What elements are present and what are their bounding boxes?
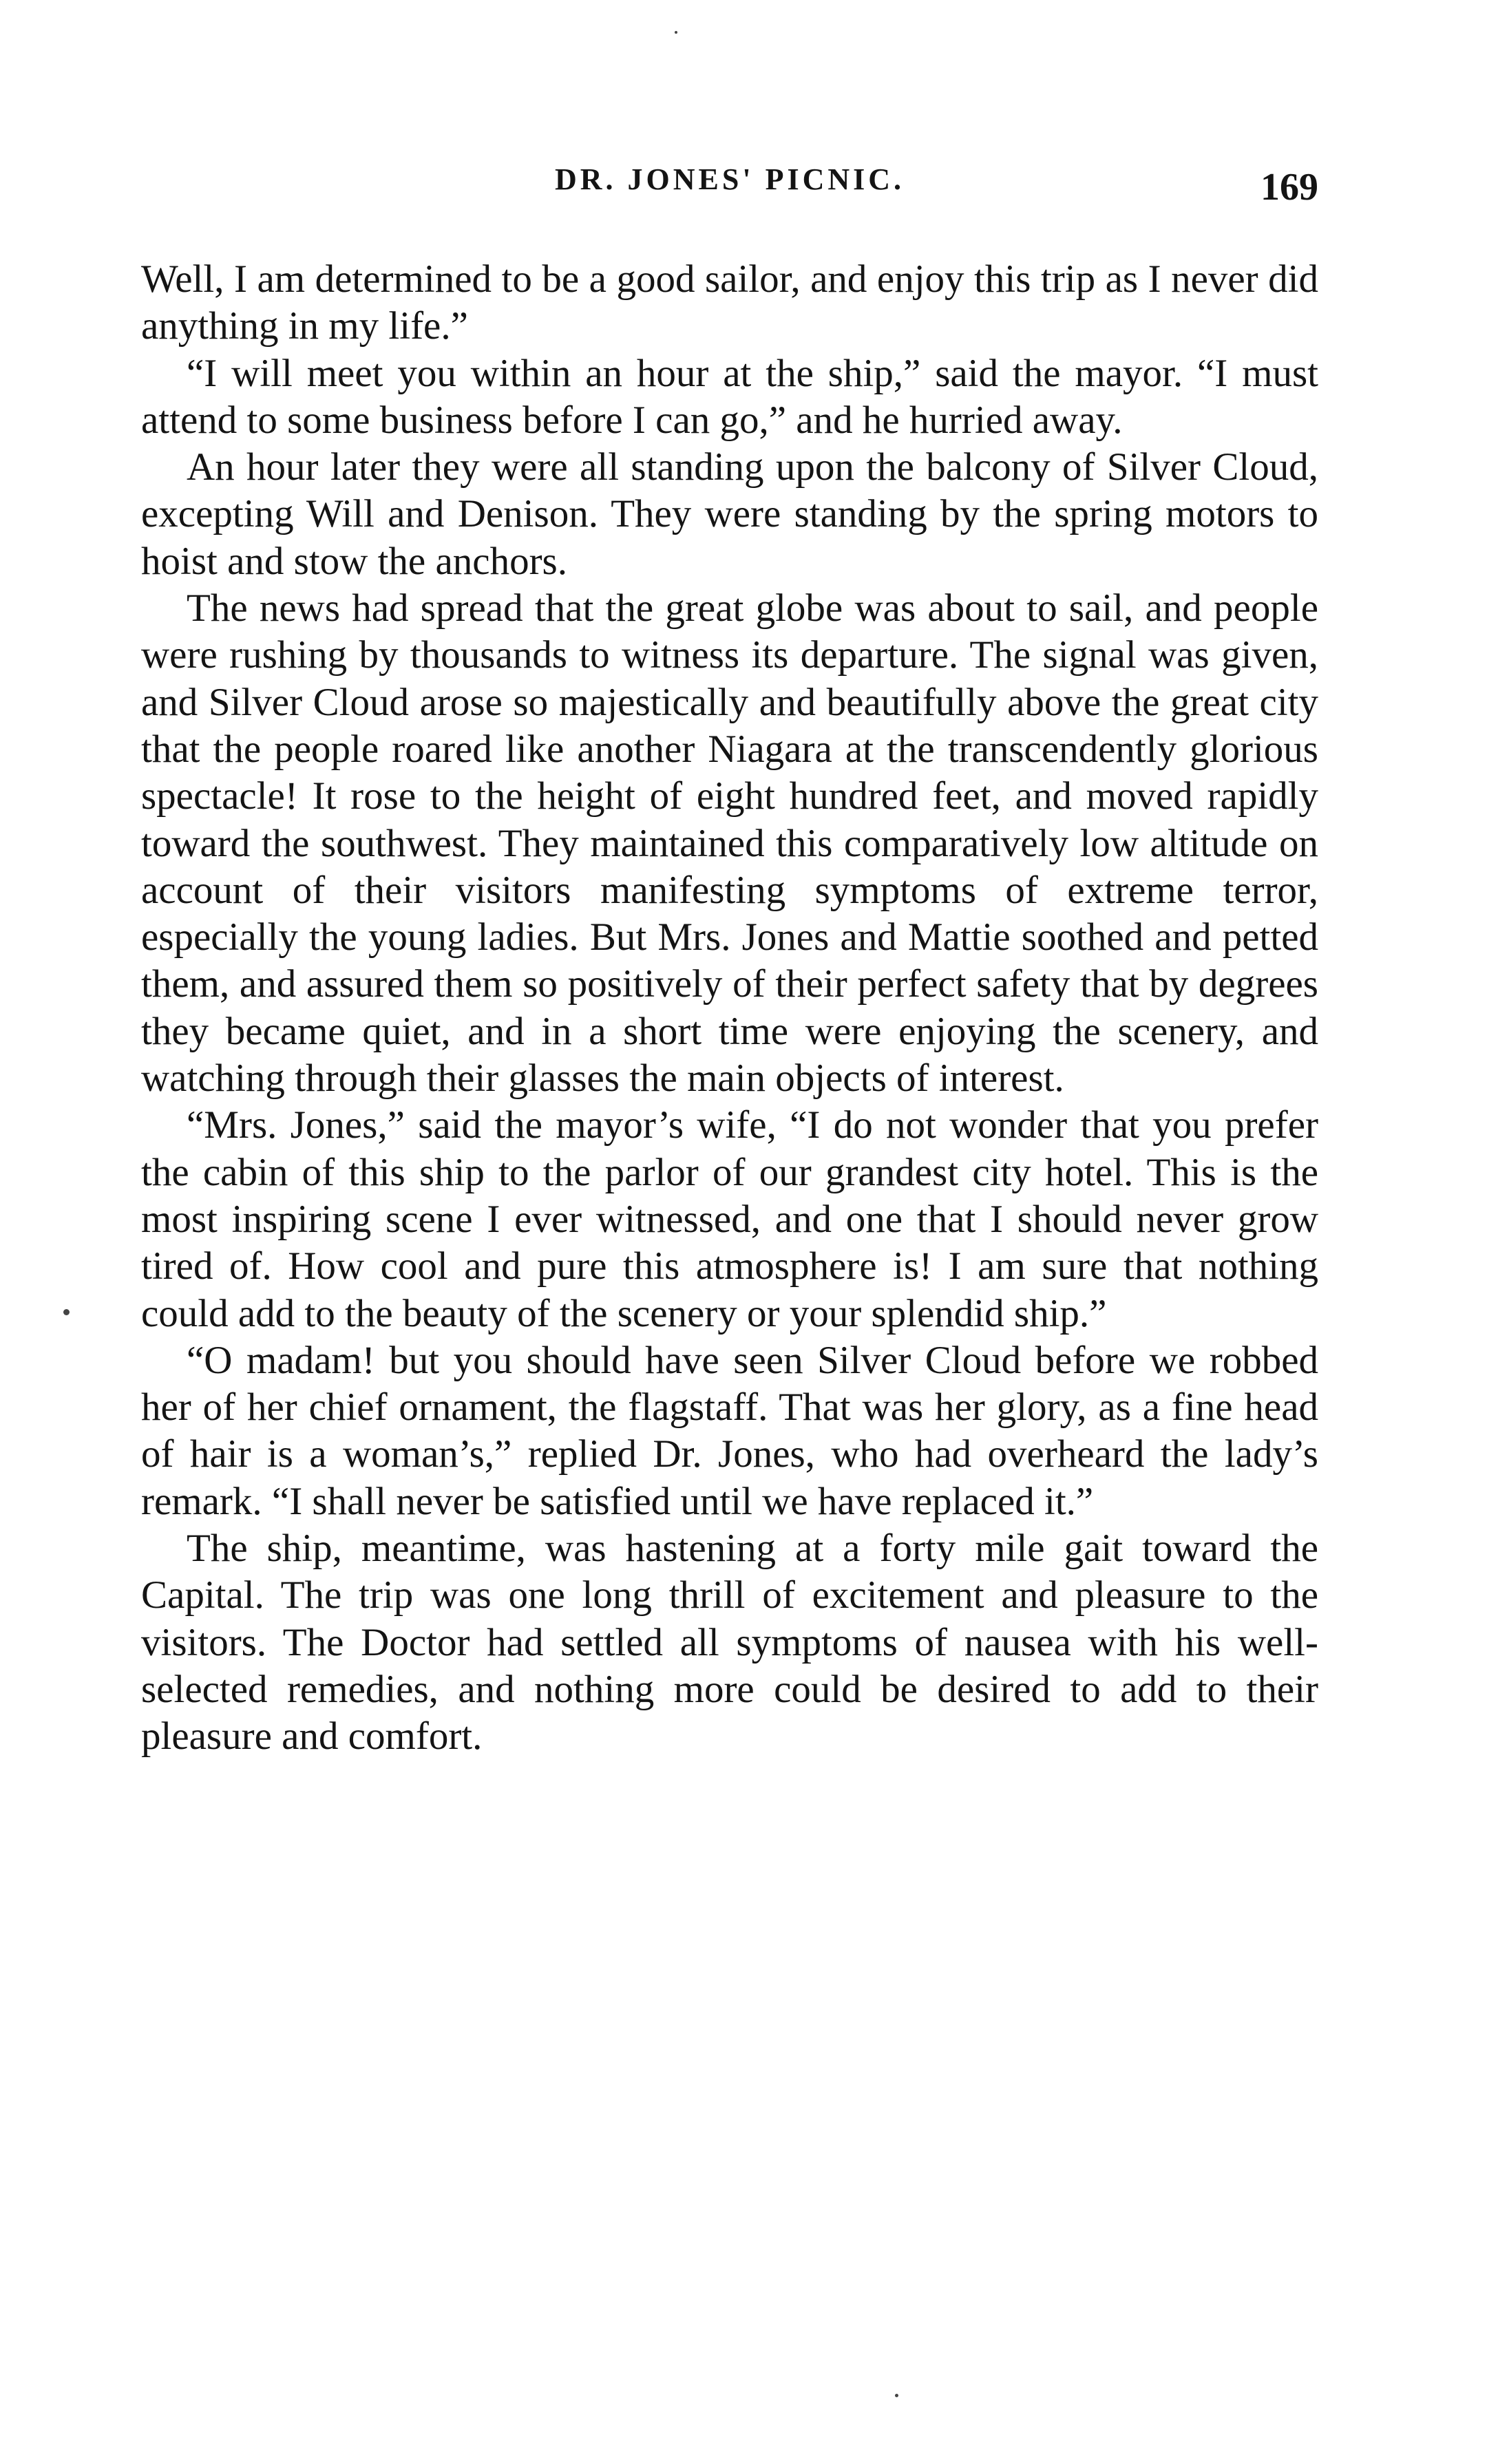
scan-speck (63, 1309, 70, 1315)
scan-speck (895, 2394, 898, 2397)
paragraph-2: “I will meet you within an hour at the ship,” said the mayor. “I must attend to some business before I can go,” and he hurried away. (141, 351, 1318, 442)
running-head (141, 148, 1318, 210)
scan-speck (675, 31, 677, 34)
paragraph-5: “Mrs. Jones,” said the mayor’s wife, “I do not wonder that you prefer the cabin of this ship to the parlor of our grandest city hotel. This is the most inspiring scene I ever witnessed, and one that I should never grow tired of. How cool and pure this atmosphere is! I am sure that nothing could add to the beauty of the scenery or your splendid ship.” (141, 1103, 1318, 1335)
paragraph-7: The ship, meantime, was hastening at a forty mile gait toward the Capital. The trip was one long thrill of excitement and pleasure to the visitors. The Doctor had settled all symptoms of nausea with his well-selected remedies, and nothing more could be desired to add to their pleasure and comfort. (141, 1527, 1318, 1759)
body-text (141, 256, 1318, 1761)
page-number: 169 (1260, 166, 1318, 209)
paragraph-4: The news had spread that the great globe was about to sail, and people were rushing by thousands to witness its departure. The signal was given, and Silver Cloud arose so majestically and beautifully above the great city that the people roared like another Niagara at the transcendently glorious spectacle! It rose to the height of eight hundred feet, and moved rapidly toward the southwest. They maintained this comparatively low altitude on account of their visitors manifesting symptoms of extreme terror, especially the young ladies. But Mrs. Jones and Mattie soothed and petted them, and assured them so positively of their perfect safety that by degrees they became quiet, and in a short time were enjoying the scenery, and watching through their glasses the main objects of interest. (141, 586, 1318, 1101)
paragraph-6: “O madam! but you should have seen Silver Cloud before we robbed her of her chief ornament, the flagstaff. That was her glory, as a fine head of hair is a woman’s,” replied Dr. Jones, who had overheard the lady’s remark. “I shall never be satisfied until we have replaced it.” (141, 1338, 1318, 1523)
paragraph-3: An hour later they were all standing upon the balcony of Silver Cloud, excepting Will and Denison. They were standing by the spring motors to hoist and stow the anchors. (141, 445, 1318, 583)
running-title: DR. JONES' PICNIC. (554, 162, 905, 196)
paragraph-1: Well, I am determined to be a good sailor, and enjoy this trip as I never did anything in my life.” (141, 257, 1318, 348)
